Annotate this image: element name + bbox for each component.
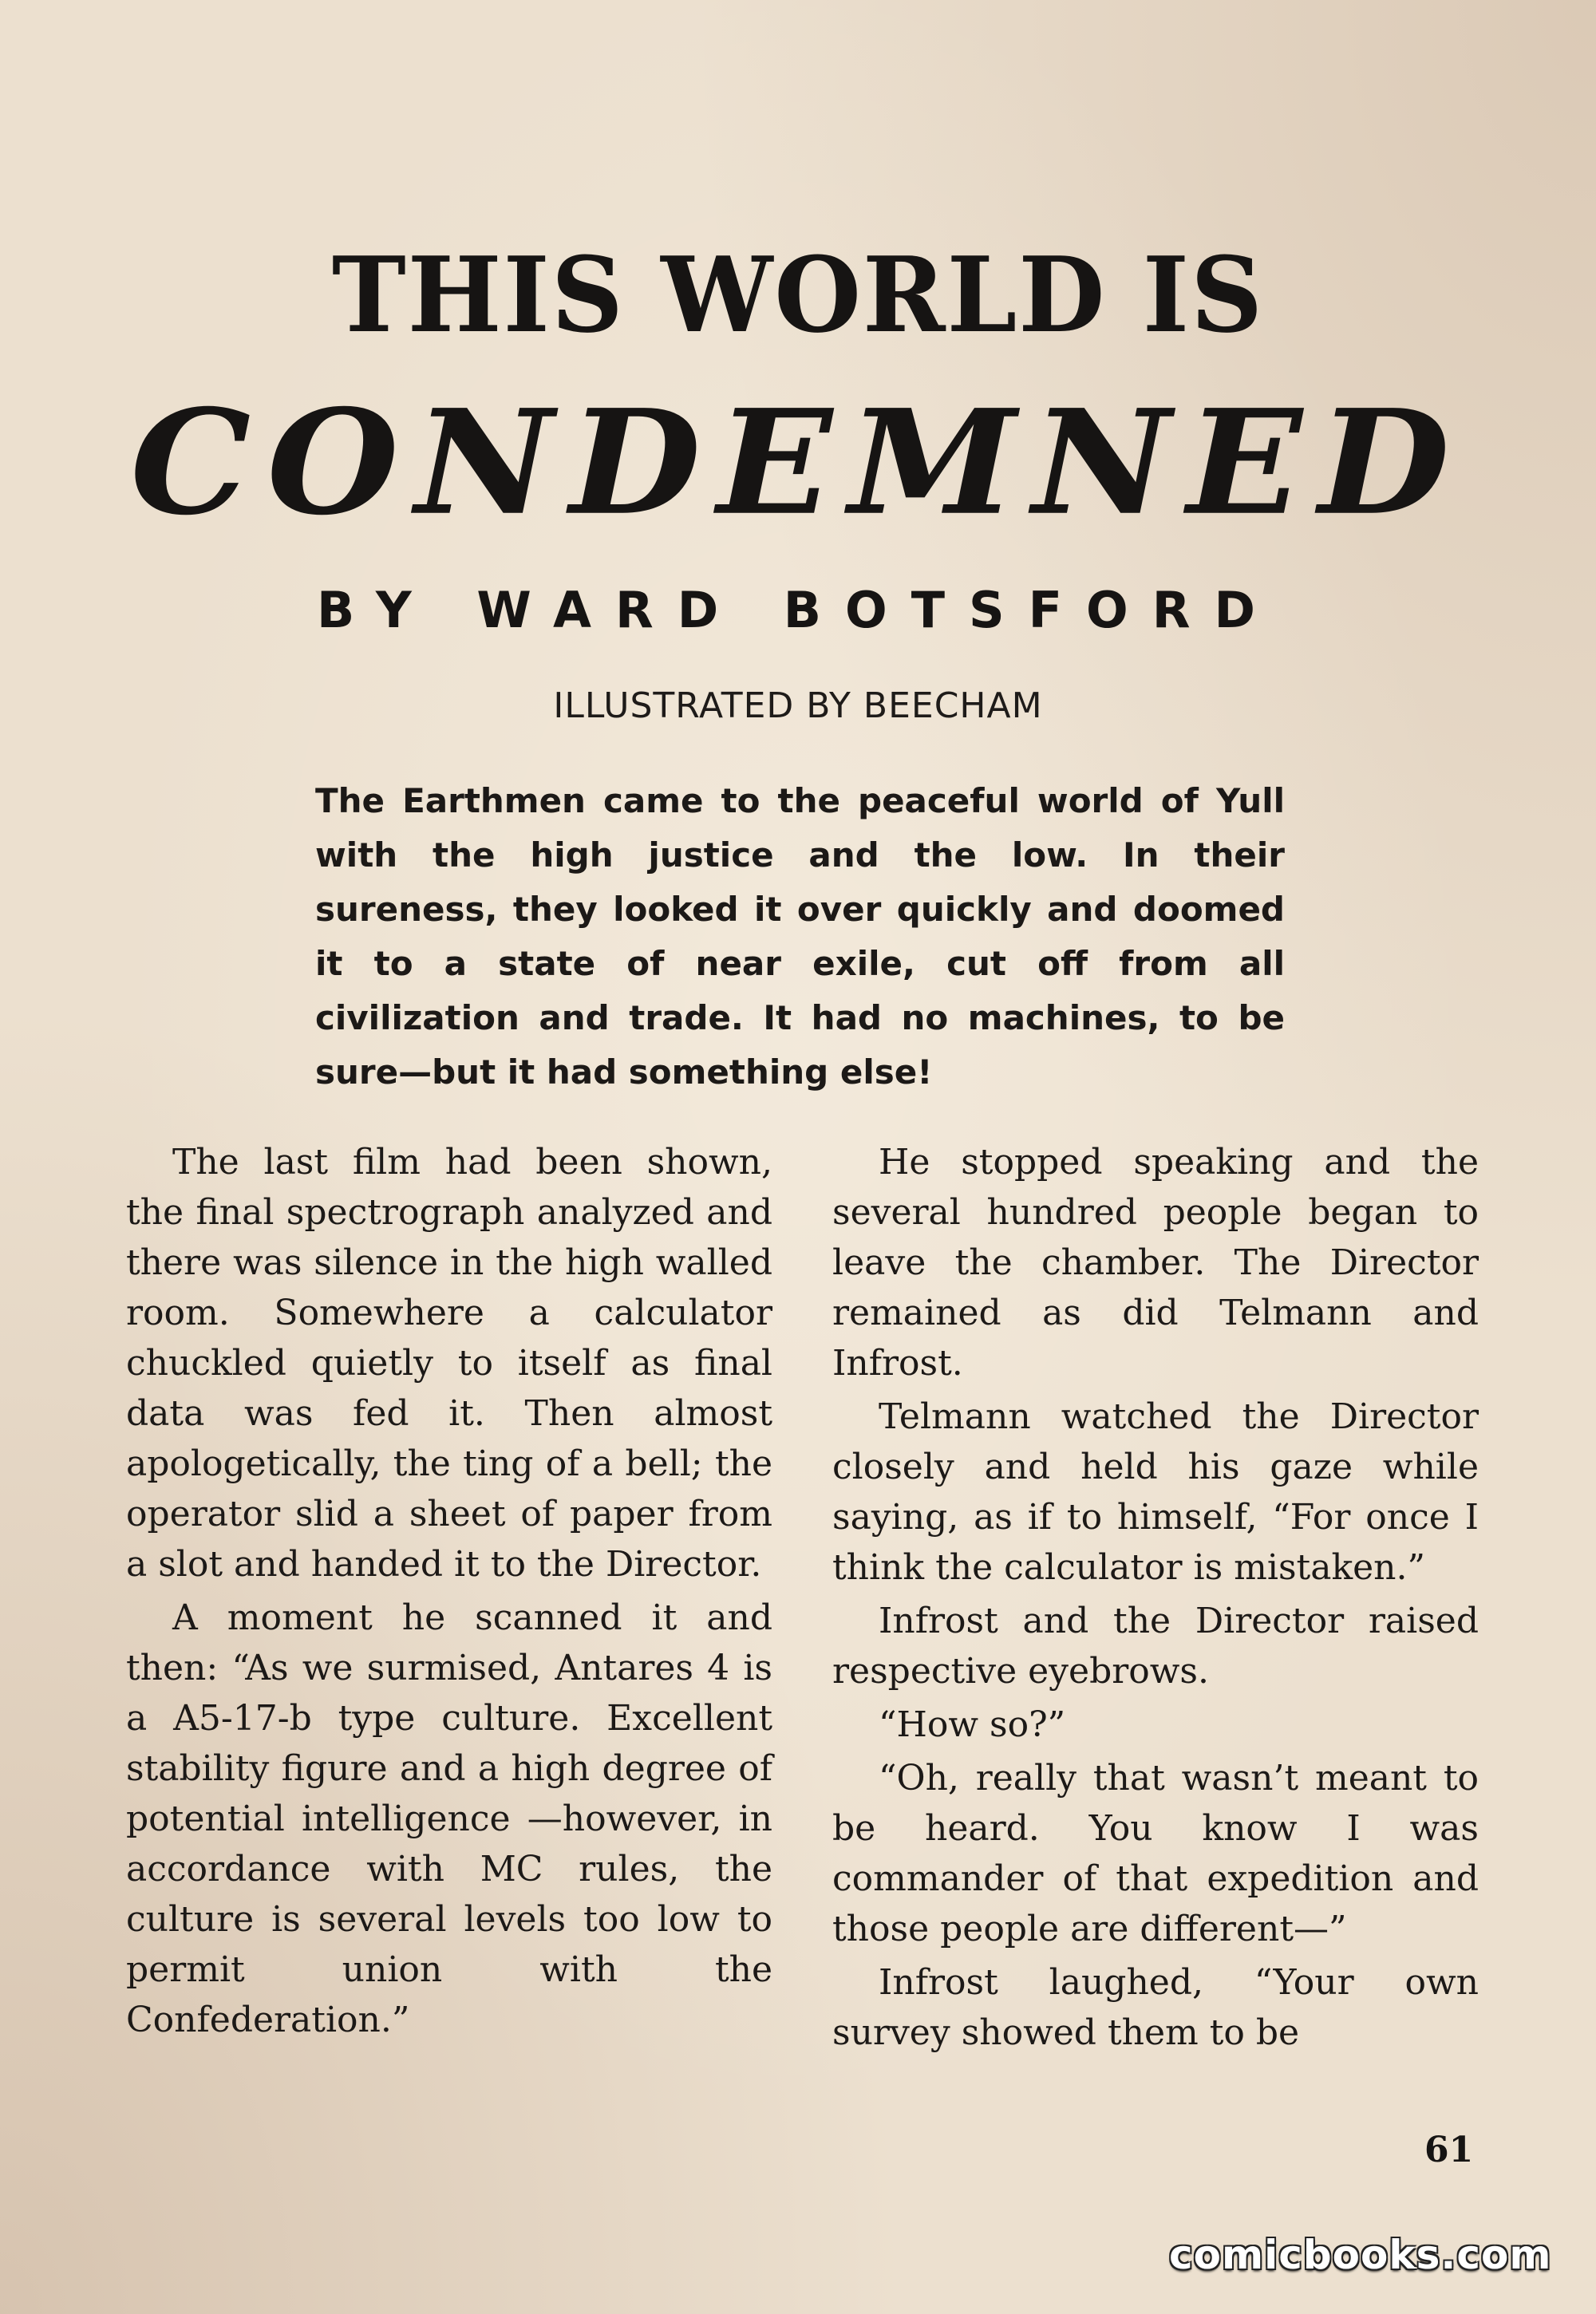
story-paragraph: Infrost laughed, “Your own survey showed them to be [832, 1962, 1479, 2053]
illustrator-credit: ILLUSTRATED BY BEECHAM [553, 685, 1043, 726]
story-paragraph: Telmann watched the Director closely and held his gaze while saying, as if to himself, “For once I think the calculator is mistaken.” [832, 1396, 1479, 1588]
story-title-line-1: THIS WORLD IS [331, 234, 1265, 356]
story-paragraph: A moment he scanned it and then: “As we surmised, Antares 4 is a A5-17-b type culture. Excellent stability figure and a high degree of potential intelligence —however, in accordance with MC rules, the culture is several levels too low to permit union with the Confederation.” [126, 1597, 772, 2040]
story-paragraph: The last film had been shown, the final spectrograph analyzed and there was silence in the high walled room. Somewhere a calculator chuckled quietly to itself as final data was fed it. Then almost apologetically, the ting of a bell; the operator slid a sheet of paper from a slot and handed it to the Director. [126, 1142, 772, 1585]
story-paragraph: Infrost and the Director raised respective eyebrows. [832, 1601, 1479, 1692]
story-paragraph: He stopped speaking and the several hundred people began to leave the chamber. The Director remained as did Telmann and Infrost. [832, 1142, 1479, 1384]
story-column-left [126, 1137, 772, 2045]
site-watermark: comicbooks.com [1169, 2232, 1552, 2278]
story-title-line-2: CONDEMNED [130, 377, 1466, 547]
story-paragraph: “How so?” [879, 1704, 1066, 1745]
story-column-right [832, 1137, 1479, 2058]
story-blurb: The Earthmen came to the peaceful world of Yull with the high justice and the low. In their sureness, they looked it over quickly and doomed it to a state of near exile, cut off from all civilization and trade. It had no machines, to be sure—but it had something else! [315, 781, 1285, 1092]
author-byline: BY WARD BOTSFORD [317, 581, 1279, 639]
page-number: 61 [1424, 2130, 1474, 2170]
story-paragraph: “Oh, really that wasn’t meant to be heard. You know I was commander of that expedition and those people are different—” [832, 1758, 1479, 1949]
